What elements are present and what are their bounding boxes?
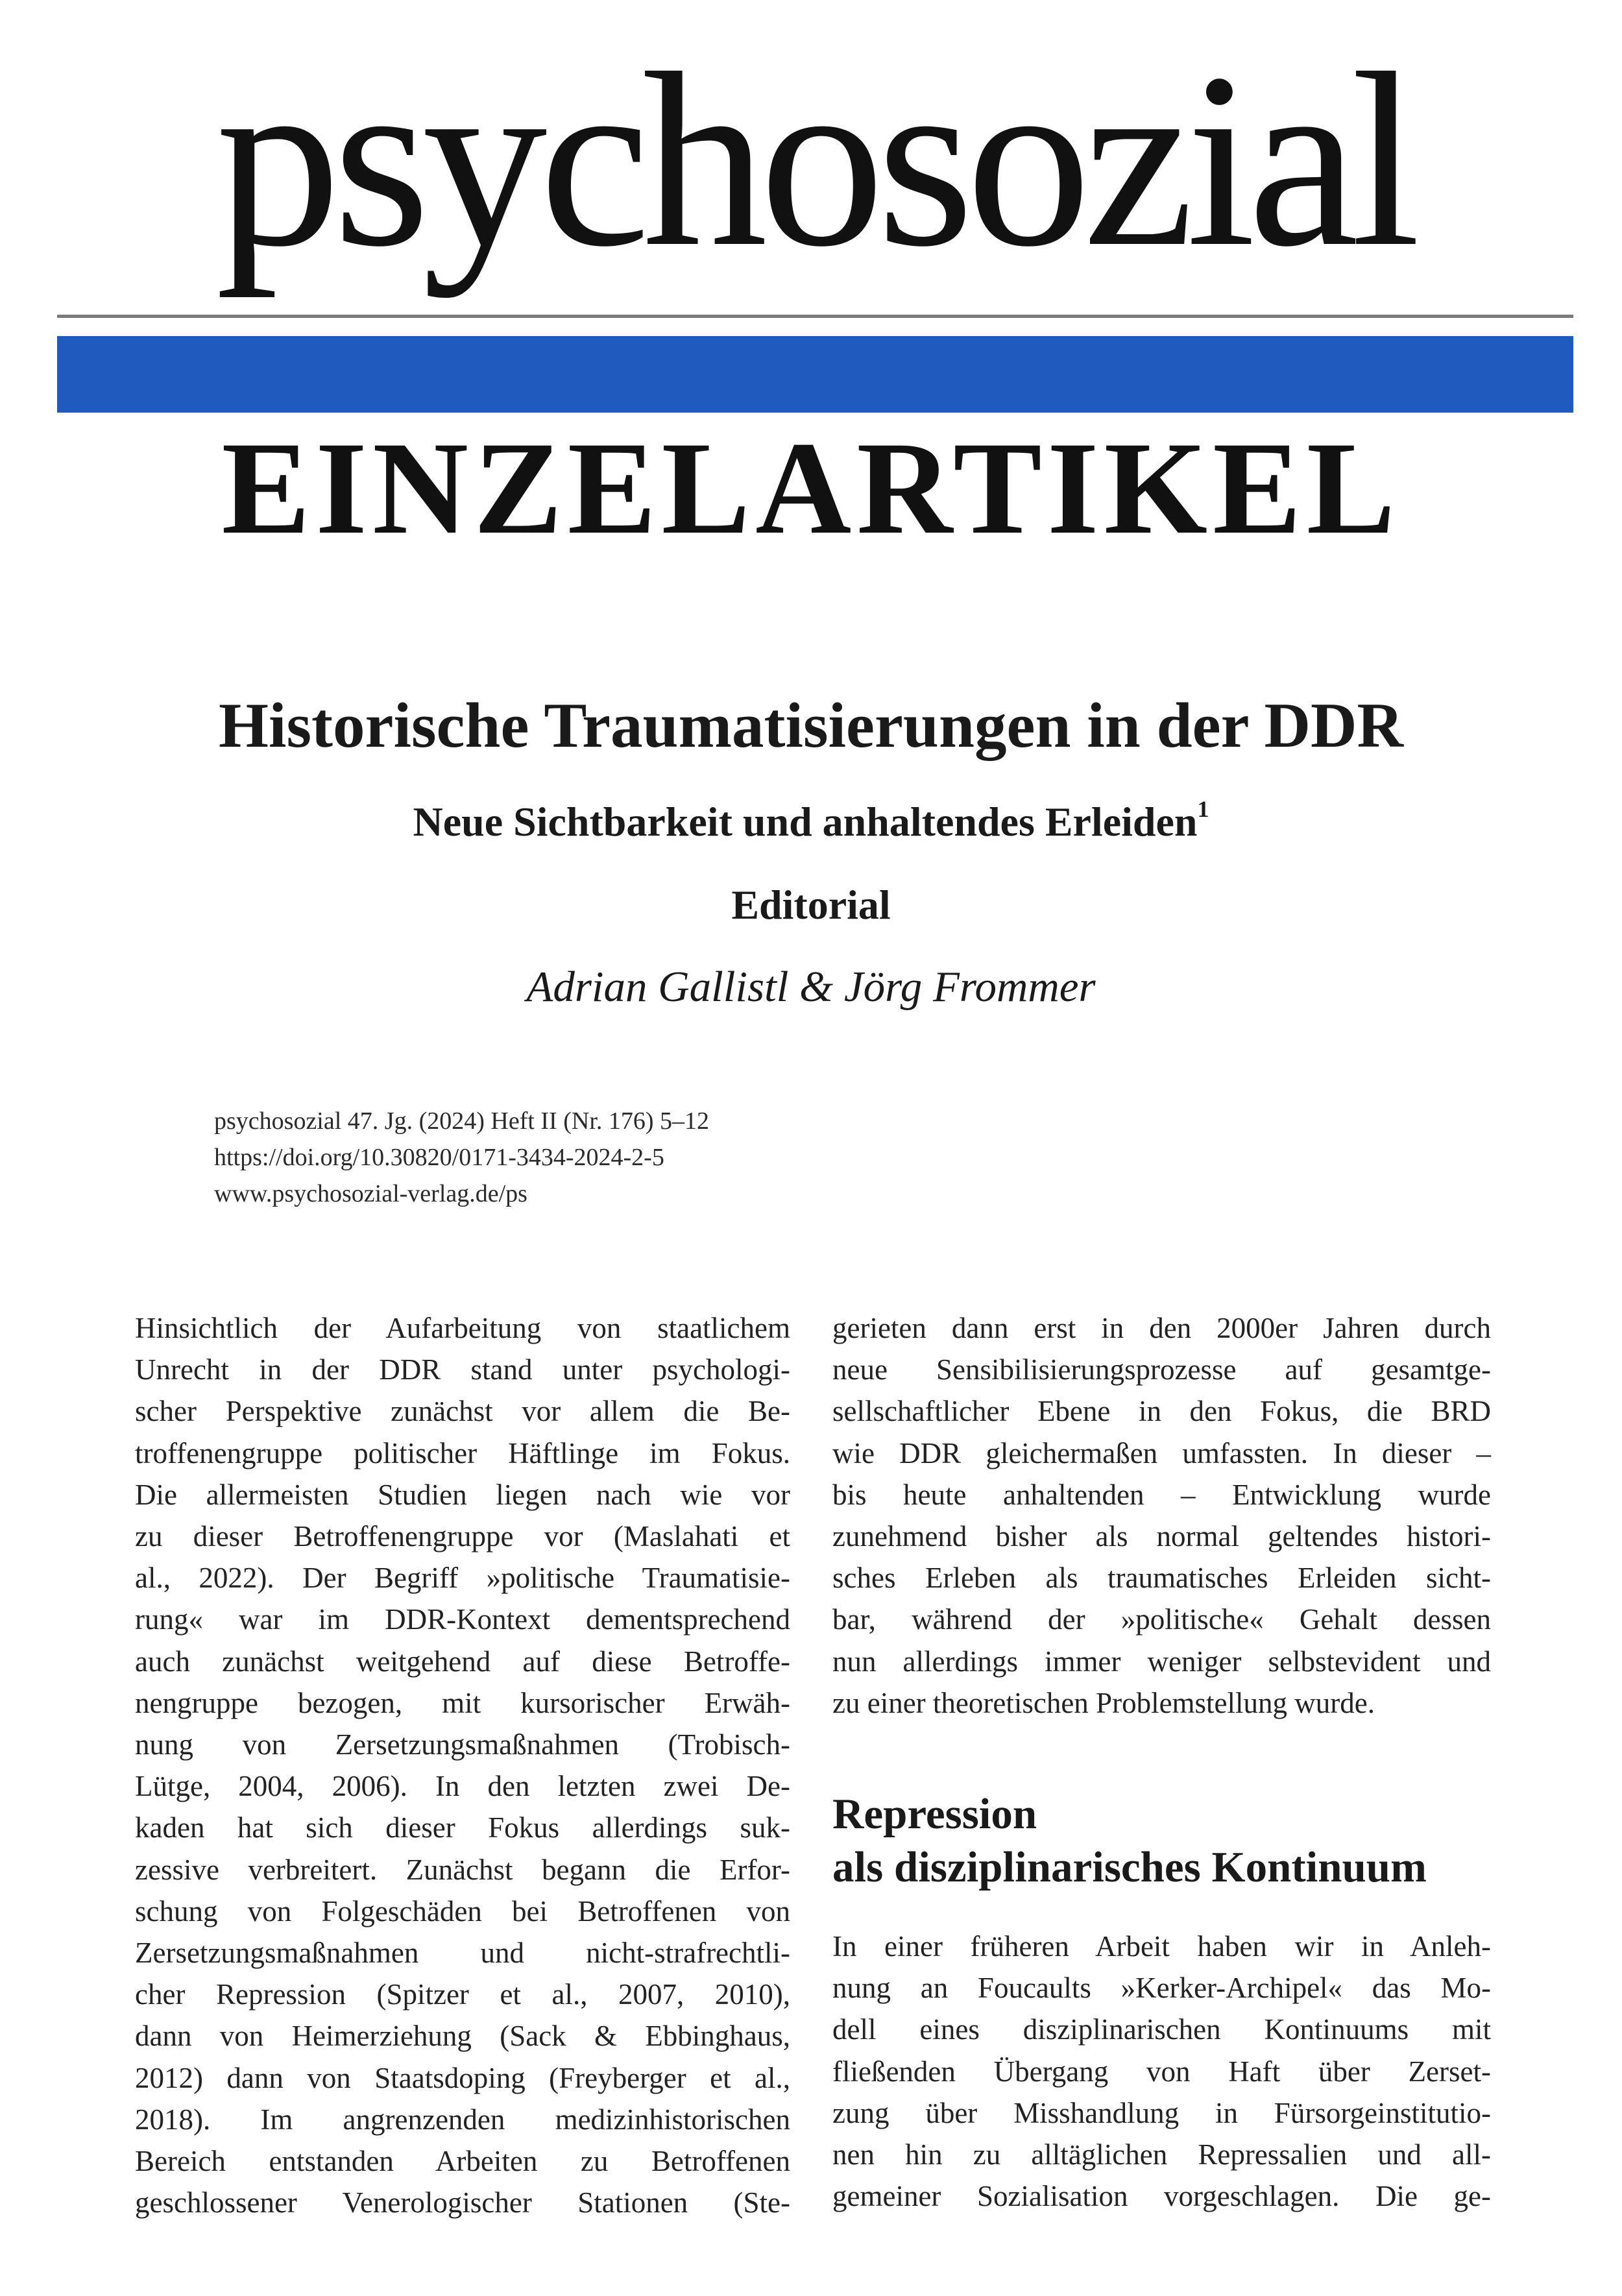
publisher-url[interactable]: www.psychosozial-verlag.de/ps	[214, 1180, 527, 1207]
body-line: fließenden Übergang von Haft über Zerset-	[832, 2055, 1491, 2088]
body-line: dann von Heimerziehung (Sack & Ebbinghaus,	[135, 2020, 790, 2053]
body-line: 2012) dann von Staatsdoping (Freyberger et al.,	[135, 2061, 790, 2094]
body-line: Unrecht in der DDR stand unter psychologi-	[135, 1353, 790, 1386]
body-line: nung an Foucaults »Kerker-Archipel« das Mo-	[832, 1972, 1491, 2005]
article-authors: Adrian Gallistl & Jörg Frommer	[526, 963, 1096, 1011]
body-line: neue Sensibilisierungsprozesse auf gesamtge-	[832, 1353, 1491, 1386]
doi-link[interactable]: https://doi.org/10.30820/0171-3434-2024-2-5	[214, 1144, 664, 1171]
body-line: Hinsichtlich der Aufarbeitung von staatlichem	[135, 1312, 790, 1344]
journal-logo: psychosozial	[215, 22, 1413, 298]
section-heading	[832, 1787, 1546, 1894]
body-line: scher Perspektive zunächst vor allem die Be-	[135, 1395, 790, 1428]
body-line: Zersetzungsmaßnahmen und nicht-strafrechtli-	[135, 1937, 790, 1970]
body-line: al., 2022). Der Begriff »politische Traumatisie-	[135, 1562, 790, 1595]
body-line: geschlossener Venerologischer Stationen (Ste-	[135, 2186, 790, 2219]
citation-line: psychosozial 47. Jg. (2024) Heft II (Nr. 176) 5–12	[214, 1107, 710, 1135]
body-line: auch zunächst weitgehend auf diese Betroffe-	[135, 1645, 790, 1678]
body-line: dell eines disziplinarischen Kontinuums mit	[832, 2013, 1491, 2046]
body-line: In einer früheren Arbeit haben wir in Anleh-	[832, 1930, 1491, 1963]
masthead	[0, 19, 1622, 383]
masthead-blue-band	[57, 336, 1573, 413]
citation-block	[214, 1103, 1122, 1212]
body-line: nung von Zersetzungsmaßnahmen (Trobisch-	[135, 1728, 790, 1761]
body-line: gemeiner Sozialisation vorgeschlagen. Die ge-	[832, 2180, 1491, 2213]
body-line: Bereich entstanden Arbeiten zu Betroffenen	[135, 2145, 790, 2178]
body-line: zunehmend bisher als normal geltendes histori-	[832, 1520, 1491, 1553]
body-line: troffenengruppe politischer Häftlinge im Fokus.	[135, 1436, 790, 1469]
kicker-einzelartikel: EINZELARTIKEL	[221, 415, 1401, 562]
body-line: Lütge, 2004, 2006). In den letzten zwei De-	[135, 1770, 790, 1803]
body-line: sches Erleben als traumatisches Erleiden sicht-	[832, 1562, 1491, 1595]
body-line: sellschaftlicher Ebene in den Fokus, die BRD	[832, 1395, 1491, 1428]
body-line: 2018). Im angrenzenden medizinhistorischen	[135, 2103, 790, 2136]
article-subtitle	[0, 796, 1622, 845]
body-line: kaden hat sich dieser Fokus allerdings suk-	[135, 1811, 790, 1844]
body-line: Die allermeisten Studien liegen nach wie vor	[135, 1478, 790, 1511]
body-line: wie DDR gleichermaßen umfassten. In dieser –	[832, 1436, 1491, 1469]
body-column-right	[832, 1307, 1491, 1724]
body-line: schung von Folgeschäden bei Betroffenen von	[135, 1894, 790, 1927]
body-line: gerieten dann erst in den 2000er Jahren durch	[832, 1312, 1491, 1344]
body-column-right-continued	[832, 1926, 1491, 2217]
body-line: zessive verbreitert. Zunächst begann die Erfor-	[135, 1853, 790, 1886]
body-line: zu einer theoretischen Problemstellung wurde.	[832, 1686, 1375, 1719]
body-line: bar, während der »politische« Gehalt dessen	[832, 1603, 1491, 1636]
article-title: Historische Traumatisierungen in der DDR	[219, 690, 1403, 761]
section-heading-line-2: als disziplinarisches Kontinuum	[832, 1843, 1427, 1891]
body-line: rung« war im DDR-Kontext dementsprechend	[135, 1603, 790, 1636]
body-line: bis heute anhaltenden – Entwicklung wurde	[832, 1478, 1491, 1511]
subtitle-text: Neue Sichtbarkeit und anhaltendes Erleiden	[413, 799, 1198, 845]
body-line: zu dieser Betroffenengruppe vor (Maslahati et	[135, 1520, 790, 1553]
body-line: nun allerdings immer weniger selbstevident und	[832, 1645, 1491, 1678]
body-line: nen hin zu alltäglichen Repressalien und all-	[832, 2138, 1491, 2171]
section-heading-line-1: Repression	[832, 1790, 1037, 1838]
body-column-left	[135, 1307, 790, 2223]
masthead-thin-rule	[57, 315, 1573, 318]
body-line: zung über Misshandlung in Fürsorgeinstitutio-	[832, 2096, 1491, 2129]
footnote-marker: 1	[1197, 796, 1209, 822]
article-type: Editorial	[731, 882, 891, 928]
body-line: nengruppe bezogen, mit kursorischer Erwäh-	[135, 1686, 790, 1719]
body-line: cher Repression (Spitzer et al., 2007, 2010),	[135, 1978, 790, 2011]
